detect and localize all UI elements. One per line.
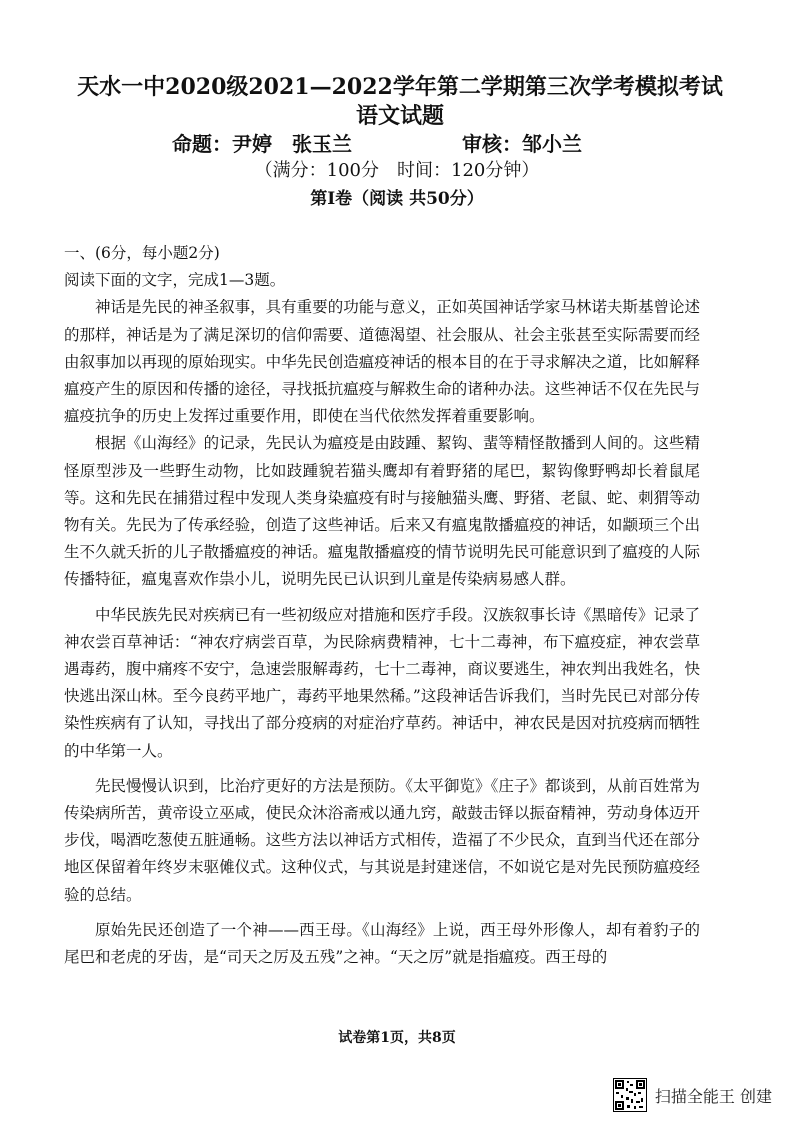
question-setters: 命题：尹婷 张玉兰 <box>172 132 352 156</box>
passage-paragraph-3: 中华民族先民对疾病已有一些初级应对措施和医疗手段。汉族叙事长诗《黑暗传》记录了神农尝百草神话：“神农疗病尝百草，为民除病费精神，七十二毒神，布下瘟疫症，神农尝草遇毒药，腹中痛疼不安宁，急速尝服解毒药，七十二毒神，商议要逃生，神农判出我姓名，快快逃出深山林。至今良药平地广，毒药平地果然稀。”这段神话告诉我们，当时先民已对部分传染性疾病有了认知，寻找出了部分疫病的对症治疗草药。神话中，神农民是因对抗疫病而牺牲的中华第一人。 <box>64 605 700 760</box>
passage-paragraph-1: 神话是先民的神圣叙事，具有重要的功能与意义，正如英国神话学家马林诺夫斯基曾论述的那样，神话是为了满足深切的信仰需要、道德渴望、社会服从、社会主张甚至实际需要而经由叙事加以再现的原始现实。中华先民创造瘟疫神话的根本目的在于寻求解决之道，比如解释瘟疫产生的原因和传播的途径，寻找抵抗瘟疫与解救生命的诸种办法。这些神话不仅在先民与瘟疫抗争的历史上发挥过重要作用，即使在当代依然发挥着重要影响。 <box>64 298 700 426</box>
exam-title: 天水一中2020级2021—2022学年第二学期第三次学考模拟考试 <box>77 74 723 100</box>
scanner-label: 扫描全能王 创建 <box>654 1086 772 1106</box>
passage-paragraph-4: 先民慢慢认识到，比治疗更好的方法是预防。《太平御览》《庄子》都谈到，从前百姓常为传染病所苦，黄帝设立巫咸，使民众沐浴斋戒以通九窍，敲鼓击铎以振奋精神，劳动身体迈开步伐，喝酒吃葱使五脏通畅。这些方法以神话方式相传，造福了不少民众，直到当代还在部分地区保留着年终岁末驱傩仪式。这种仪式，与其说是封建迷信，不如说它是对先民预防瘟疫经验的总结。 <box>64 776 700 904</box>
instruction-text: 阅读下面的文字，完成1—3题。 <box>64 271 286 290</box>
page-number: 试卷第1页，共8页 <box>338 1030 456 1046</box>
passage-paragraph-2: 根据《山海经》的记录，先民认为瘟疫是由跂踵、絜钩、蜚等精怪散播到人间的。这些精怪原型涉及一些野生动物，比如跂踵貌若猫头鹰却有着野猪的尾巴，絜钩像野鸭却长着鼠尾等。这和先民在捕猎过程中发现人类身染瘟疫有时与接触猫头鹰、野猪、老鼠、蛇、刺猬等动物有关。先民为了传承经验，创造了这些神话。后来又有瘟鬼散播瘟疫的神话，如颛顼三个出生不久就夭折的儿子散播瘟疫的神话。瘟鬼散播瘟疫的情节说明先民可能意识到了瘟疫的人际传播特征，瘟鬼喜欢作祟小儿，说明先民已认识到儿童是传染病易感人群。 <box>64 434 700 589</box>
qr-code-icon <box>613 1078 647 1112</box>
section-heading: 第Ⅰ卷（阅读 共50分） <box>310 189 484 209</box>
reading-passage <box>64 240 700 971</box>
question-header: 一、(6分，每小题2分) <box>64 244 220 262</box>
score-time-info: （满分：100分 时间：120分钟） <box>254 160 540 181</box>
scanner-watermark <box>613 1078 772 1112</box>
authors-line <box>0 130 794 158</box>
passage-paragraph-5: 原始先民还创造了一个神——西王母。《山海经》上说，西王母外形像人，却有着豹子的尾巴和老虎的牙齿，是“司天之厉及五残”之神。“天之厉”就是指瘟疫。西王母的 <box>64 920 700 967</box>
reviewer: 审核：邹小兰 <box>462 132 582 156</box>
exam-subtitle: 语文试题 <box>355 103 444 129</box>
